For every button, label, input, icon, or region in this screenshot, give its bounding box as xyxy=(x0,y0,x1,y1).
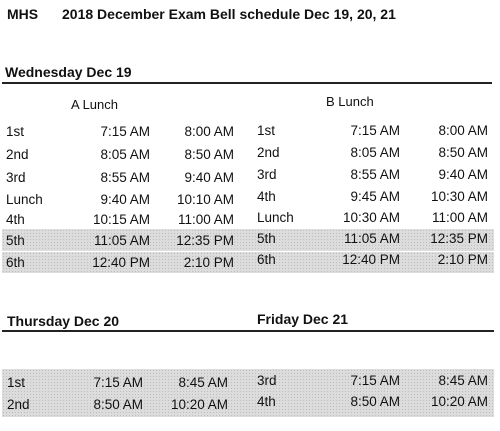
cell-period: 1st xyxy=(257,123,276,138)
cell-end: 10:30 AM xyxy=(430,189,488,204)
thu-fri-divider xyxy=(2,330,494,332)
document-title xyxy=(7,6,396,22)
wednesday-divider xyxy=(2,82,492,84)
cell-period: 4th xyxy=(257,189,276,204)
cell-end: 11:00 AM xyxy=(177,212,234,227)
cell-start: 7:15 AM xyxy=(350,373,400,388)
cell-start: 8:05 AM xyxy=(100,147,150,162)
cell-end: 9:40 AM xyxy=(184,170,234,185)
cell-period: 5th xyxy=(6,233,25,248)
cell-end: 12:35 PM xyxy=(430,231,488,246)
cell-start: 11:05 AM xyxy=(93,233,150,248)
cell-start: 10:15 AM xyxy=(92,212,150,227)
cell-period: 2nd xyxy=(6,147,29,162)
cell-start: 10:30 AM xyxy=(342,210,400,225)
friday-heading: Friday Dec 21 xyxy=(257,311,349,327)
cell-start: 11:05 AM xyxy=(343,231,400,246)
cell-period: 4th xyxy=(257,394,276,409)
cell-end: 10:20 AM xyxy=(430,394,488,409)
cell-start: 7:15 AM xyxy=(350,123,400,138)
cell-start: 8:55 AM xyxy=(350,167,400,182)
cell-end: 10:20 AM xyxy=(170,397,228,412)
cell-start: 8:55 AM xyxy=(100,170,150,185)
cell-end: 8:45 AM xyxy=(438,373,488,388)
cell-end: 8:00 AM xyxy=(184,124,234,139)
cell-period: 5th xyxy=(257,231,276,246)
cell-end: 11:00 AM xyxy=(431,210,488,225)
cell-end: 8:50 AM xyxy=(184,147,234,162)
b-lunch-heading: B Lunch xyxy=(326,94,374,109)
cell-start: 8:50 AM xyxy=(350,394,400,409)
cell-start: 7:15 AM xyxy=(93,375,143,390)
cell-end: 8:45 AM xyxy=(178,375,228,390)
cell-end: 8:00 AM xyxy=(438,123,488,138)
cell-end: 8:50 AM xyxy=(438,145,488,160)
cell-start: 8:50 AM xyxy=(93,397,143,412)
cell-end: 2:10 PM xyxy=(183,255,234,270)
cell-start: 12:40 PM xyxy=(92,255,150,270)
cell-period: 2nd xyxy=(257,145,280,160)
cell-period: 2nd xyxy=(7,397,30,412)
cell-period: 1st xyxy=(7,375,26,390)
schedule-title: 2018 December Exam Bell schedule Dec 19, 20, 21 xyxy=(62,6,396,22)
cell-period: 1st xyxy=(6,124,25,139)
school-name: MHS xyxy=(7,6,39,22)
cell-start: 12:40 PM xyxy=(342,252,400,267)
cell-end: 9:40 AM xyxy=(438,167,488,182)
cell-period: Lunch xyxy=(6,192,43,207)
cell-start: 8:05 AM xyxy=(350,145,400,160)
cell-start: 7:15 AM xyxy=(100,124,150,139)
cell-start: 9:45 AM xyxy=(350,189,400,204)
cell-period: 3rd xyxy=(257,373,277,388)
cell-period: 4th xyxy=(6,212,25,227)
cell-period: 6th xyxy=(257,252,276,267)
thursday-heading: Thursday Dec 20 xyxy=(7,313,120,329)
cell-end: 10:10 AM xyxy=(176,192,234,207)
cell-period: Lunch xyxy=(257,210,294,225)
cell-start: 9:40 AM xyxy=(100,192,150,207)
cell-period: 3rd xyxy=(6,170,26,185)
cell-period: 6th xyxy=(6,255,25,270)
wednesday-heading: Wednesday Dec 19 xyxy=(5,64,132,80)
cell-period: 3rd xyxy=(257,167,277,182)
a-lunch-heading: A Lunch xyxy=(71,97,118,112)
cell-end: 12:35 PM xyxy=(176,233,234,248)
cell-end: 2:10 PM xyxy=(437,252,488,267)
